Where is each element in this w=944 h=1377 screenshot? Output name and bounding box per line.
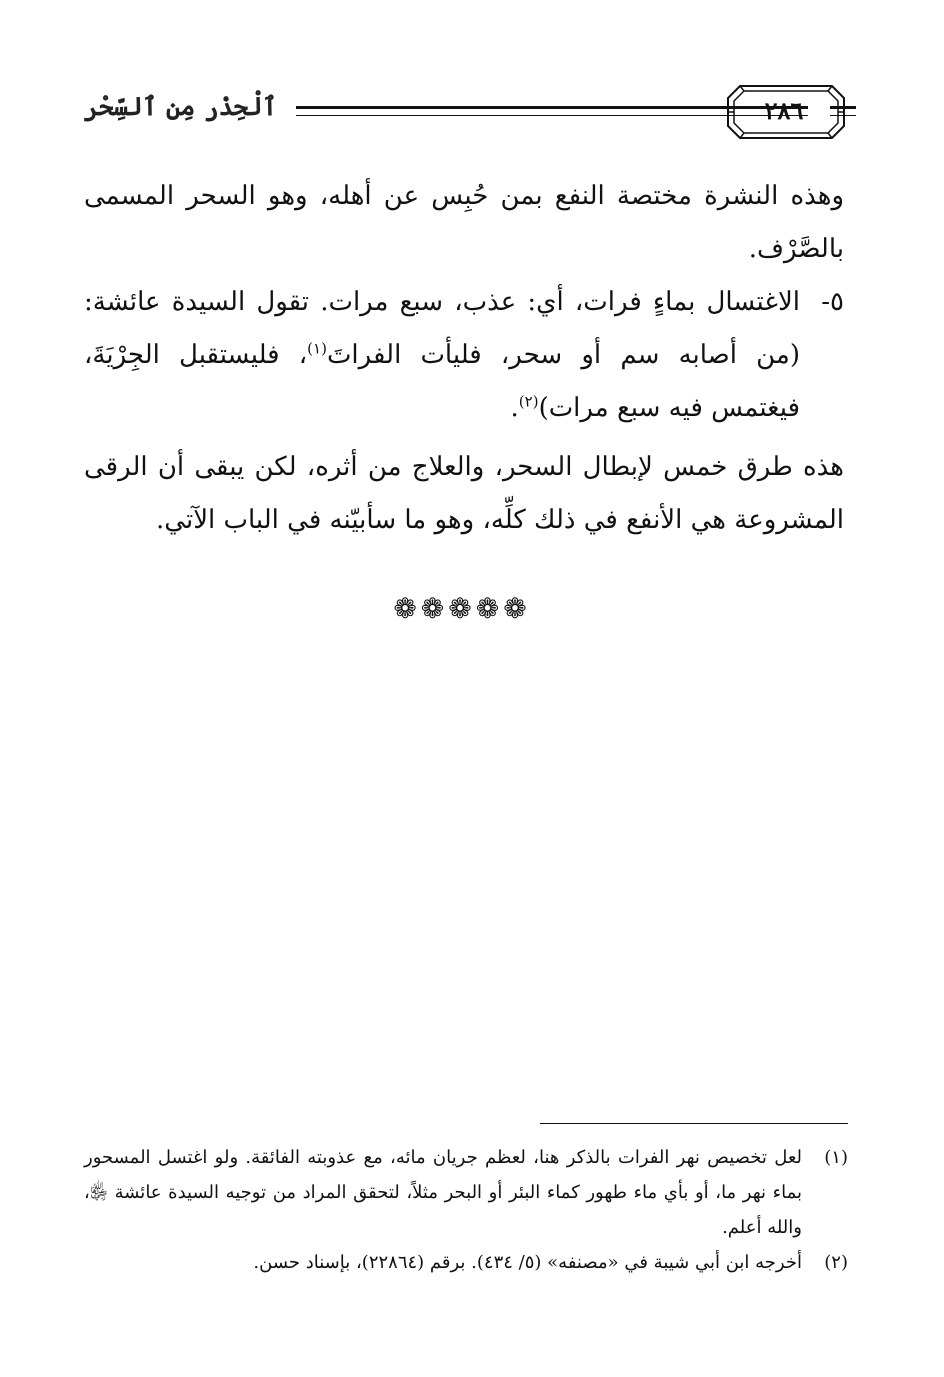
list-item: [84, 276, 844, 435]
footnote: [84, 1140, 848, 1245]
page-header: [84, 84, 852, 140]
paragraph: وهذه النشرة مختصة النفع بمن حُبِس عن أهله، وهو السحر المسمى بالصَّرْف.: [84, 181, 844, 264]
item-text: ، فليستقبل الجِرْيَةَ، فيغتمس فيه سبع مرات): [84, 340, 800, 423]
section-separator: ❁❁❁❁❁: [393, 592, 531, 625]
footnote-number: (١): [824, 1147, 848, 1168]
footnote-ref[interactable]: (١): [307, 339, 327, 358]
item-number: ٥-: [821, 287, 844, 317]
footnote: [84, 1245, 848, 1280]
footnote-number: (٢): [824, 1252, 848, 1273]
paragraph: هذه طرق خمس لإبطال السحر، والعلاج من أثره، لكن يبقى أن الرقى المشروعة هي الأنفع في ذلك كلِّه، وهو ما سأبيّنه في الباب الآتي.: [84, 452, 844, 535]
footnote-ref[interactable]: (٢): [518, 392, 539, 411]
footnote-text: أخرجه ابن أبي شيبة في «مصنفه» (٥/ ٤٣٤). برقم (٢٢٨٦٤)، بإسناد حسن.: [253, 1252, 802, 1273]
running-title: ٱلْحِذْر مِن ٱلسِّحْر: [84, 92, 278, 121]
footnote-text: لعل تخصيص نهر الفرات بالذكر هنا، لعظم جريان مائه، مع عذوبته الفائقة. ولو اغتسل المسحور بماء نهر ما، أو بأي ماء طهور كماء البئر أو البحر مثلاً، لتحقق المراد من توجيه السيدة عائشة ﵂، والله أعلم.: [84, 1147, 803, 1238]
page-number: ٢٨٦: [764, 96, 804, 125]
item-text: الاغتسال بماءٍ فرات، أي: عذب، سبع مرات. تقول السيدة عائشة: (من أصابه سم أو سحر، فليأت الفراتَ: [84, 287, 800, 370]
footnote-rule: [540, 1123, 848, 1124]
item-text: .: [510, 393, 519, 423]
main-text: [84, 170, 844, 547]
footnotes: [84, 1140, 848, 1280]
